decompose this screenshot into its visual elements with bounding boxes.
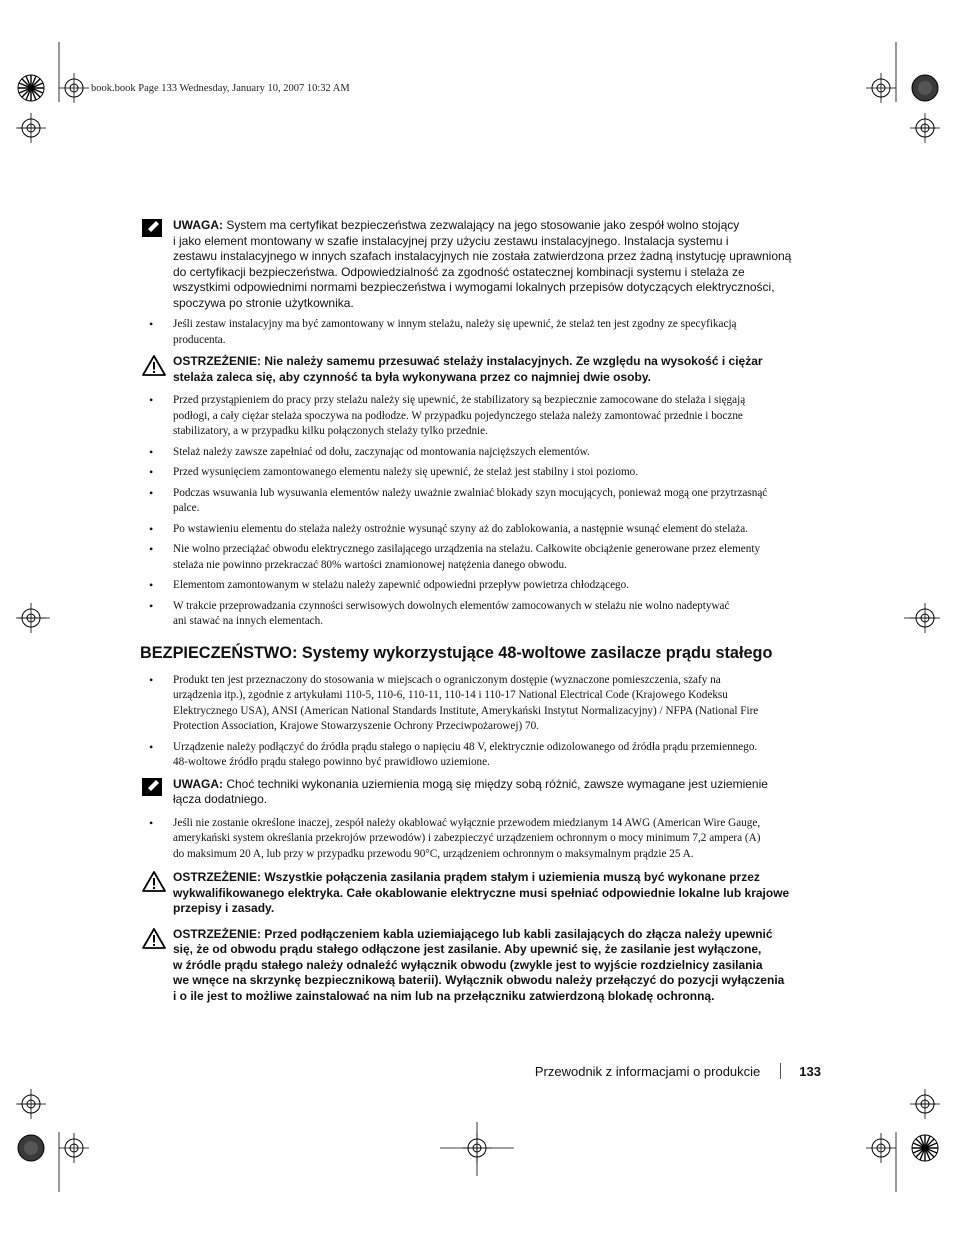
crop-mark-middle-left [16, 603, 50, 633]
note-certification: UWAGA: System ma certyfikat bezpieczeństwa zezwalający na jego stosowanie jako zespół wolno stojący i jako element montowany w szafie instalacyjnej przy użyciu zestawu instalacyjnego. Instalacja systemu i zestawu instalacyjnego w innych szafach instalacyjnych nie została zatwierdzona przez żadną instytucję uprawnioną do certyfikacji bezpieczeństwa. Odpowiedzialność za zgodność ostatecznej kombinacji systemu i stelaża ze wszystkimi odpowiednimi normami bezpieczeństwa i wymogami lokalnych przepisów dotyczących elektryczności, spoczywa po stronie użytkownika. [140, 218, 816, 311]
warning-triangle-icon [142, 355, 166, 376]
bullet-list-dc-power [140, 673, 816, 771]
warning-disconnect-power: OSTRZEŻENIE: Przed podłączeniem kabla uziemiającego lub kabli zasilających do złącza należy upewnić się, że od obwodu prądu stałego odłączone jest zasilanie. Aby upewnić się, że zasilanie jest wyłączone, w źródle prądu stałego należy odnaleźć wyłącznik obwodu (zwykle jest to wyjście rozdzielnicy zasilania we wnęce na skrzynkę bezpiecznikową baterii). Wyłącznik obwodu należy przełączyć do pozycji wyłączenia i o ile jest to możliwe zainstalować na nim lub na przełączniku zatwierdzoną blokadę ochronną. [140, 927, 816, 1005]
warning-move-rack: OSTRZEŻENIE: Nie należy samemu przesuwać stelaży instalacyjnych. Ze względu na wysokość i ciężar stelaża zaleca się, aby czynność ta była wykonywana przez co najmniej dwie osoby. [140, 354, 816, 385]
warning-electrician: OSTRZEŻENIE: Wszystkie połączenia zasilania prądem stałym i uziemienia muszą być wykonane przez wykwalifikowanego elektryka. Całe okablowanie elektryczne musi spełniać odpowiednie lokalne lub krajowe przepisy i zasady. [140, 870, 816, 917]
list-item: • Podczas wsuwania lub wysuwania elementów należy uważnie zwalniać blokady szyn mocujących, ponieważ mogą one przytrzasnąć palce. [149, 485, 768, 514]
list-item: • Nie wolno przeciążać obwodu elektrycznego zasilającego urządzenia na stelażu. Całkowite obciążenie generowane przez elementy stelaża nie powinno przekraczać 80% wartości znamionowej natężenia danego obwodu. [149, 542, 761, 571]
section-heading: BEZPIECZEŃSTWO: Systemy wykorzystujące 48-woltowe zasilacze prądu stałego [140, 643, 773, 662]
note-pencil-icon [142, 778, 162, 796]
list-item: • W trakcie przeprowadzania czynności serwisowych dowolnych elementów zamocowanych w stelażu nie wolno nadeptywać ani stawać na innych elementach. [149, 598, 730, 627]
bullet-list-rack-kit [140, 317, 816, 348]
note-grounding: UWAGA: Choć techniki wykonania uziemienia mogą się między sobą różnić, zawsze wymagane jest uziemienie łącza dodatniego. [140, 777, 816, 808]
list-item: • Przed przystąpieniem do pracy przy stelażu należy się upewnić, że stabilizatory są bezpiecznie zamocowane do stelaża i sięgają podłogi, a cały ciężar stelaża spoczywa na podłodze. W przypadku pojedynczego stelaża należy zamontować przednie i boczne stabilizatory, a w przypadku kilku połączonych stelaży tylko przednie. [149, 393, 746, 437]
warning-triangle-icon [142, 871, 166, 892]
list-item: • Przed wysunięciem zamontowanego elementu należy się upewnić, że stelaż jest stabilny i stoi poziomo. [149, 465, 639, 479]
list-item: • Stelaż należy zawsze zapełniać od dołu, zaczynając od montowania najcięższych elementów. [149, 444, 590, 459]
crop-mark-top-right [866, 42, 940, 143]
list-item: • Urządzenie należy podłączyć do źródła prądu stałego o napięciu 48 V, elektrycznie odizolowanego od źródła prądu przemiennego. 48-woltowe źródło prądu stałego powinno być prawidłowo uziemione. [149, 739, 758, 768]
crop-mark-bottom-left [16, 1089, 89, 1192]
crop-mark-top-left [16, 42, 89, 143]
crop-mark-bottom-center [440, 1122, 514, 1176]
bullet-list-rack-safety [140, 393, 816, 630]
list-item: • Jeśli zestaw instalacyjny ma być zamontowany w innym stelażu, należy się upewnić, że stelaż ten jest zgodny ze specyfikacją producenta. [149, 317, 737, 346]
page-footer [535, 1063, 821, 1079]
list-item: • Jeśli nie zostanie określone inaczej, zespół należy okablować wyłącznie przewodem miedzianym 14 AWG (American Wire Gauge, amerykański system określania przekrojów przewodów) i zabezpieczyć urządzeniem ochronnym o mocy minimum 7,2 ampera (A) do maksimum 20 A, lub przy w przypadku przewodu 90°C, urządzeniem ochronnym o maksymalnym prądzie 25 A. [149, 815, 761, 860]
page-number: 133 [799, 1063, 821, 1079]
footer-title: Przewodnik z informacjami o produkcie [534, 1063, 761, 1079]
page-content [140, 218, 816, 1004]
crop-mark-middle-right [904, 603, 940, 633]
warning-triangle-icon [142, 928, 166, 949]
crop-mark-bottom-right [866, 1089, 940, 1192]
bullet-list-wiring [140, 816, 816, 863]
note-pencil-icon [142, 219, 162, 237]
list-item: • Produkt ten jest przeznaczony do stosowania w miejscach o ograniczonym dostępie (wyznaczone pomieszczenia, szafy na urządzenia itp.), zgodnie z artykułami 110-5, 110-6, 110-11, 110-14 i 110-17 National Electrical Code (Krajowego Kodeksu Elektrycznego USA), ANSI (American National Standards Institute, Amerykański Instytut Normalizacyjny) / NFPA (National Fire Protection Association, Krajowe Stowarzyszenie Ochrony Przeciwpożarowej) 70. [149, 672, 759, 732]
list-item: • Elementom zamontowanym w stelażu należy zapewnić odpowiedni przepływ powietrza chłodzącego. [149, 578, 630, 592]
print-slug: book.book Page 133 Wednesday, January 10, 2007 10:32 AM [91, 83, 350, 94]
list-item: • Po wstawieniu elementu do stelaża należy ostrożnie wysunąć szyny aż do zablokowania, a następnie wsunąć element do stelaża. [149, 521, 749, 536]
footer-divider [780, 1063, 781, 1079]
